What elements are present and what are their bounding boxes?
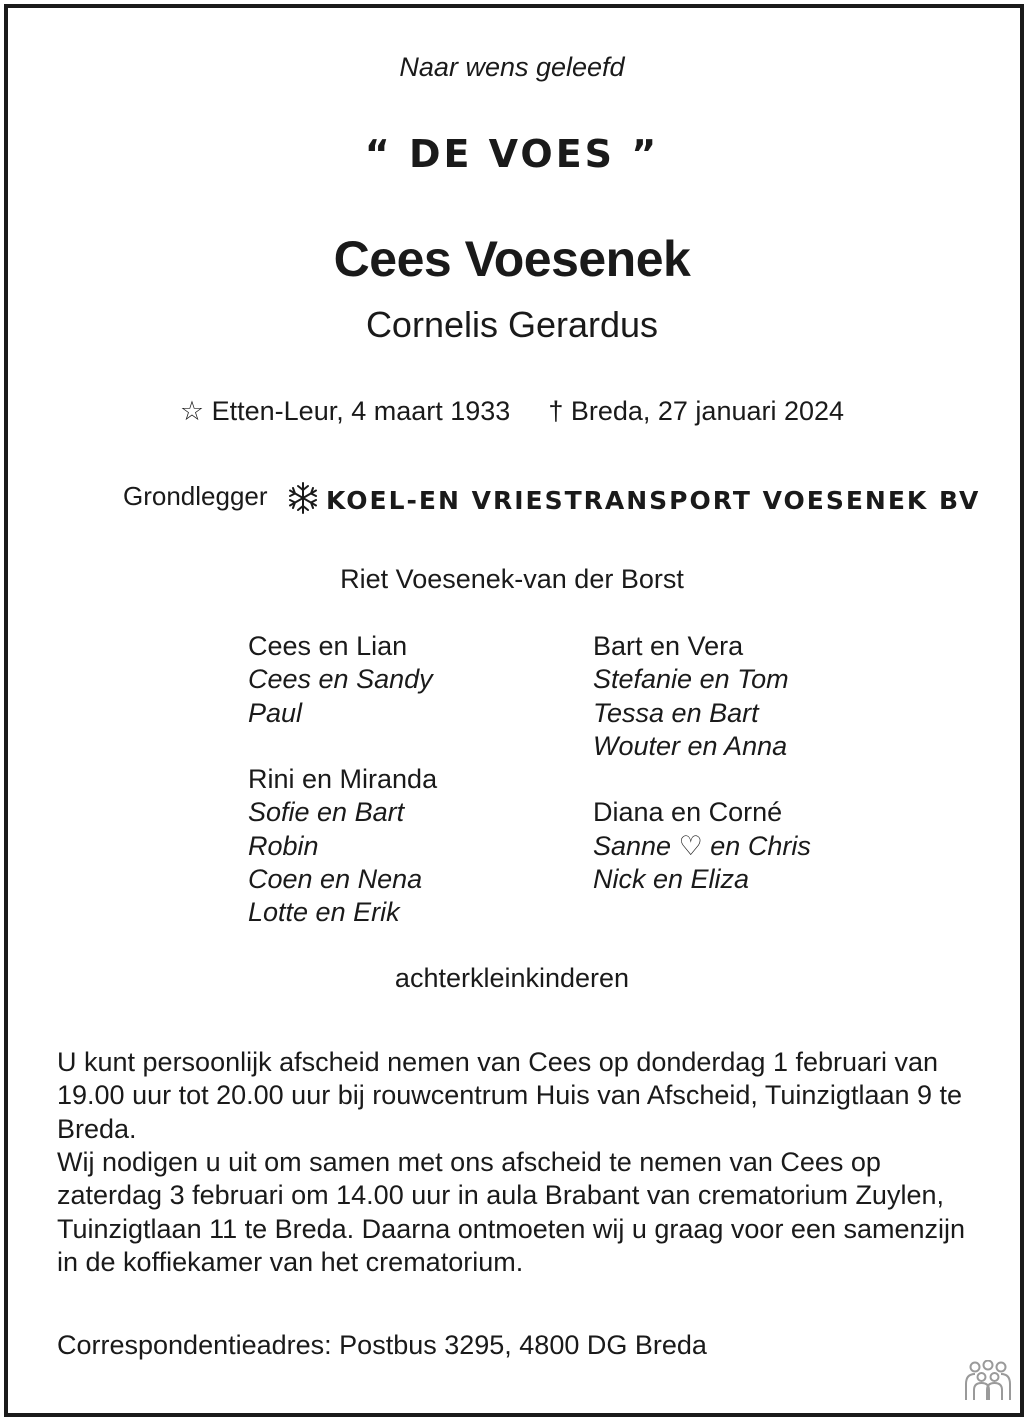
ceremony-paragraph: Wij nodigen u uit om samen met ons afscheid te nemen van Cees op zaterdag 3 februari om 14.00 uur in aula Brabant van crematorium Zuylen, Tuinzigtlaan 11 te Breda. Daarna ontmoeten wij u graag voor een samenzijn in de koffiekamer van het crematorium. bbox=[57, 1147, 966, 1277]
family-line: Coen en Nena bbox=[248, 864, 423, 895]
family-line: Cees en Lian bbox=[248, 631, 408, 661]
correspondence-address: Correspondentieadres: Postbus 3295, 4800 DG Breda bbox=[57, 1330, 707, 1360]
great-grandchildren: achterkleinkinderen bbox=[394, 963, 630, 993]
founder-label: Grondlegger bbox=[123, 481, 268, 511]
deceased-name: Cees Voesenek bbox=[333, 231, 691, 287]
motto: Naar wens geleefd bbox=[399, 52, 625, 82]
death-date: † Breda, 27 januari 2024 bbox=[548, 396, 845, 426]
family-line: Stefanie en Tom bbox=[593, 664, 789, 695]
family-line: Diana en Corné bbox=[593, 797, 783, 828]
deceased-full-name: Cornelis Gerardus bbox=[365, 304, 659, 345]
family-column-left bbox=[248, 630, 437, 930]
farewell-paragraph: U kunt persoonlijk afscheid nemen van Cees op donderdag 1 februari van 19.00 uur tot 20.00 uur bij rouwcentrum Huis van Afscheid, Tuinzigtlaan 9 te Breda. bbox=[57, 1047, 963, 1144]
company-name: KOEL-EN VRIESTRANSPORT VOESENEK BV bbox=[326, 486, 981, 515]
family-line: Paul bbox=[248, 697, 303, 728]
family-line: Nick en Eliza bbox=[593, 864, 750, 895]
partner-name: Riet Voesenek-van der Borst bbox=[340, 564, 684, 594]
family-line: Sofie en Bart bbox=[248, 797, 405, 828]
nickname: “ DE VOES ” bbox=[364, 132, 660, 176]
family-line: Lotte en Erik bbox=[248, 897, 400, 928]
family-column-right bbox=[593, 630, 811, 896]
birth-date: ☆ Etten-Leur, 4 maart 1933 bbox=[179, 396, 511, 426]
people-group-icon bbox=[962, 1360, 1014, 1402]
family-spacer bbox=[248, 730, 437, 763]
family-spacer bbox=[593, 763, 811, 796]
life-dates bbox=[0, 396, 1024, 427]
family-line: Rini en Miranda bbox=[248, 764, 438, 795]
family-line: Bart en Vera bbox=[593, 631, 744, 661]
family-line: Wouter en Anna bbox=[593, 730, 788, 761]
company-line bbox=[286, 481, 980, 515]
family-line: Tessa en Bart bbox=[593, 697, 759, 728]
snowflake-icon bbox=[286, 481, 320, 515]
family-line: Robin bbox=[248, 830, 319, 861]
family-line: Cees en Sandy bbox=[248, 664, 433, 695]
family-line: Sanne ♡ en Chris bbox=[593, 830, 811, 861]
